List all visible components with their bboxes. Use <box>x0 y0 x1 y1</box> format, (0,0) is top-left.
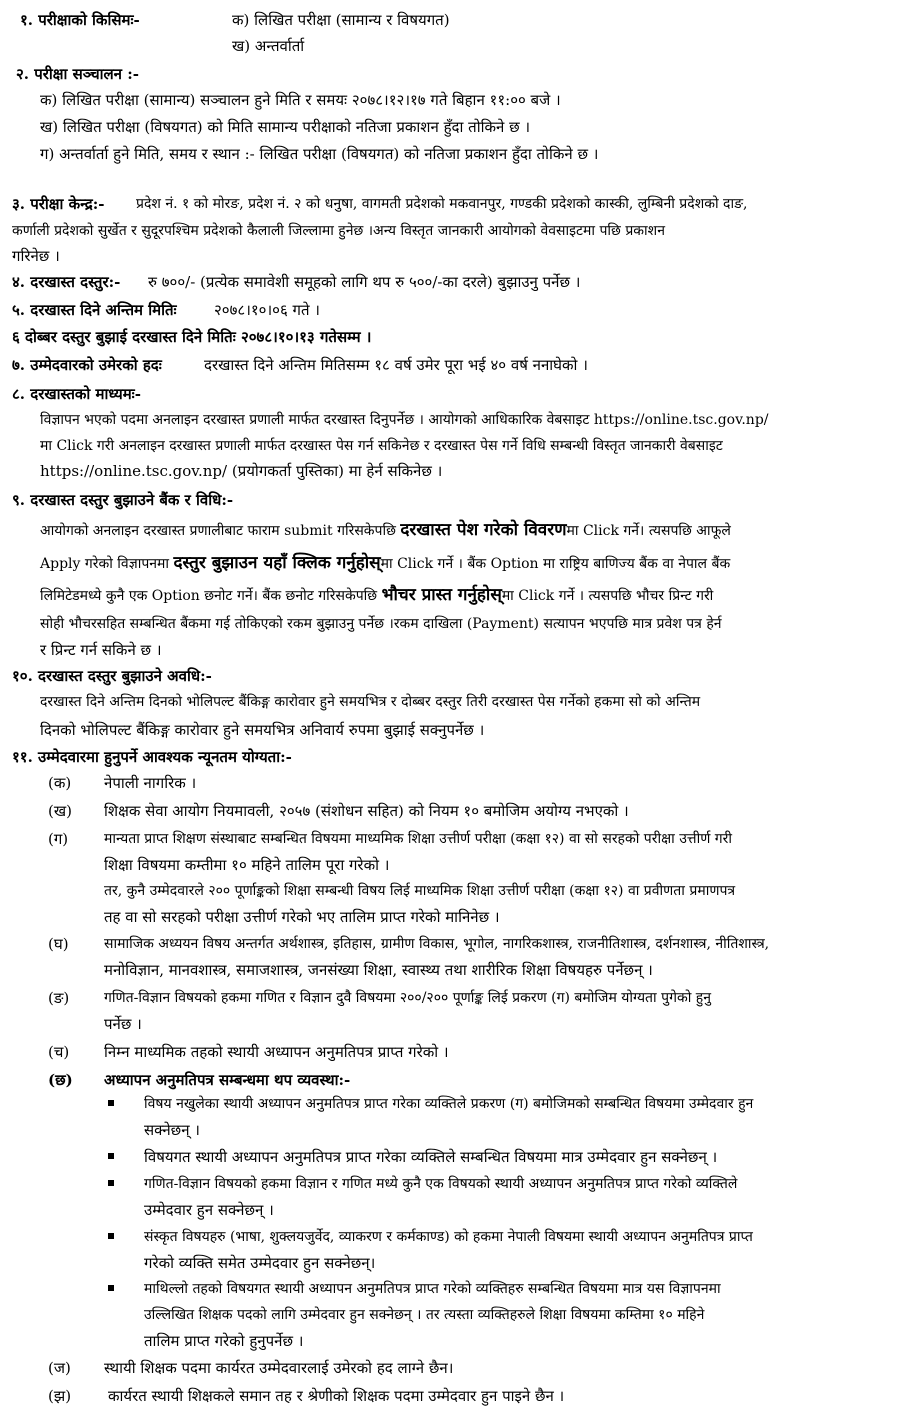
section-5-heading: ५. दरखास्त दिने अन्तिम मितिः <box>12 301 177 319</box>
section-9-line-4: सोही भौचरसहित सम्बन्धित बैंकमा गई तोकिएको रकम बुझाउनु पर्नेछ ।रकम दाखिला (Payment) सत्यापन भएपछि मात्र प्रवेश पत्र हेर्न <box>40 616 722 632</box>
section-8-line-1: विज्ञापन भएको पदमा अनलाइन दरखास्त प्रणाली मार्फत दरखास्त दिनुपर्नेछ । आयोगको आधिकारिक वेबसाइट https://online.tsc.gov.np/ <box>40 412 769 428</box>
section-8-line-3: https://online.tsc.gov.np/ (प्रयोगकर्ता पुस्तिका) मा हेर्न सकिनेछ । <box>40 462 443 480</box>
section-7-heading: ७. उम्मेदवारको उमेरको हदः <box>12 356 162 374</box>
bullet-marker <box>108 1153 114 1159</box>
item-ga-line-2: शिक्षा विषयमा कम्तीमा १० महिने तालिम पूरा गरेको । <box>104 856 390 874</box>
section-9-line-1c: मा Click गर्ने। त्यसपछि आफूले <box>566 523 731 539</box>
bullet-5-line-1: माथिल्लो तहको विषयगत स्थायी अध्यापन अनुमतिपत्र प्राप्त गरेको व्यक्तिहरु सम्बन्धित विषयमा मात्र यस विज्ञापनमा <box>144 1281 721 1297</box>
section-6-text: ६ दोब्बर दस्तुर बुझाई दरखास्त दिने मितिः २०७८।१०।१३ गतेसम्म । <box>12 328 372 346</box>
bullet-1-line-2: सक्नेछन् । <box>144 1121 200 1139</box>
item-ga-line-3: तर, कुनै उम्मेदवारले २०० पूर्णाङ्कको शिक्षा सम्बन्धी विषय लिई माध्यमिक शिक्षा उत्तीर्ण परीक्षा (कक्षा १२) वा प्रवीणता प्रमाणपत्र <box>104 883 736 899</box>
bullet-1-line-1: विषय नखुलेका स्थायी अध्यापन अनुमतिपत्र प्राप्त गरेका व्यक्तिले प्रकरण (ग) बमोजिमको सम्बन्धित विषयमा उम्मेदवार हुन <box>144 1096 754 1112</box>
bullet-4-line-2: गरेको व्यक्ति समेत उम्मेदवार हुन सक्नेछन्। <box>144 1254 376 1272</box>
item-nga-label: (ङ) <box>48 989 70 1007</box>
section-11-heading: ११. उम्मेदवारमा हुनुपर्ने आवश्यक न्यूनतम योग्यता:- <box>12 748 292 766</box>
section-9-line-2a: Apply गरेको विज्ञापनमा <box>40 556 170 572</box>
section-8-line-2: मा Click गरी अनलाइन दरखास्त प्रणाली मार्फत दरखास्त पेस गर्न सकिनेछ र दरखास्त पेस गर्ने विधि सम्बन्धी विस्तृत जानकारी वेबसाइट <box>40 438 723 454</box>
section-1-item-ka: क) लिखित परीक्षा (सामान्य र विषयगत) <box>232 11 450 29</box>
section-9-line-2c: मा Click गर्ने । बैंक Option मा राष्ट्रिय बाणिज्य बैंक वा नेपाल बैंक <box>380 556 731 572</box>
pay-fee-link-text: दस्तुर बुझाउन यहाँ क्लिक गर्नुहोस् <box>173 553 381 573</box>
section-8-heading: ८. दरखास्तको माध्यमः- <box>12 385 141 403</box>
section-3-line-2: कर्णाली प्रदेशको सुर्खेत र सुदूरपश्चिम प्रदेशको कैलाली जिल्लामा हुनेछ ।अन्य विस्तृत जानकारी आयोगको वेवसाइटमा पछि प्रकाशन <box>12 223 665 239</box>
bullet-3-line-1: गणित-विज्ञान विषयको हकमा विज्ञान र गणित मध्ये कुनै एक विषयको स्थायी अध्यापन अनुमतिपत्र प्राप्त गरेको व्यक्तिले <box>144 1176 738 1192</box>
section-9-line-3c: मा Click गर्ने । त्यसपछि भौचर प्रिन्ट गरी <box>501 588 714 604</box>
section-2-item-ka: क) लिखित परीक्षा (सामान्य) सञ्चालन हुने मिति र समयः २०७८।१२।१७ गते बिहान ११:०० बजे । <box>40 91 561 109</box>
bullet-4-line-1: संस्कृत विषयहरु (भाषा, शुक्लयजुर्वेद, व्याकरण र कर्मकाण्ड) को हकमा नेपाली विषयमा स्थायी अध्यापन अनुमतिपत्र प्राप्त <box>144 1229 753 1245</box>
bullet-marker <box>108 1285 114 1291</box>
item-ka-label: (क) <box>48 774 72 792</box>
application-detail-link-text: दरखास्त पेश गरेको विवरण <box>400 520 567 540</box>
bullet-5-line-3: तालिम प्राप्त गरेको हुनुपर्नेछ । <box>144 1332 304 1350</box>
item-nga-line-2: पर्नेछ । <box>104 1015 142 1033</box>
section-9-line-5: र प्रिन्ट गर्न सकिने छ । <box>40 641 162 659</box>
bullet-marker <box>108 1180 114 1186</box>
item-gha-label: (घ) <box>48 935 69 953</box>
item-ga-line-1: मान्यता प्राप्त शिक्षण संस्थाबाट सम्बन्धित विषयमा माध्यमिक शिक्षा उत्तीर्ण परीक्षा (कक्षा १२) वा सो सरहको परीक्षा उत्तीर्ण गरी <box>104 831 732 847</box>
section-5-text: २०७८।१०।०६ गते । <box>214 301 320 319</box>
item-jha-text: कार्यरत स्थायी शिक्षकले समान तह र श्रेणीको शिक्षक पदमा उम्मेदवार हुन पाइने छैन । <box>108 1387 565 1405</box>
section-3-line-3: गरिनेछ । <box>12 247 60 265</box>
section-9-line-1 <box>40 518 731 543</box>
section-9-line-3a: लिमिटेडमध्ये कुनै एक Option छनोट गर्ने। बैंक छनोट गरिसकेपछि <box>40 588 378 604</box>
item-ja-label: (ज) <box>48 1359 71 1377</box>
item-kha-text: शिक्षक सेवा आयोग नियमावली, २०५७ (संशोधन सहित) को नियम १० बमोजिम अयोग्य नभएको । <box>104 802 629 820</box>
section-3-line-1: प्रदेश नं. १ को मोरङ, प्रदेश नं. २ को धनुषा, वागमती प्रदेशको मकवानपुर, गण्डकी प्रदेशको कास्की, लुम्बिनी प्रदेशको दाङ, <box>136 196 748 212</box>
section-10-line-1: दरखास्त दिने अन्तिम दिनको भोलिपल्ट बैंकिङ्ग कारोवार हुने समयभित्र र दोब्बर दस्तुर तिरी दरखास्त पेस गर्नेको हकमा सो को अन्तिम <box>40 694 701 710</box>
section-9-line-1a: आयोगको अनलाइन दरखास्त प्रणालीबाट फाराम submit गरिसकेपछि <box>40 523 396 539</box>
section-2-item-kha: ख) लिखित परीक्षा (विषयगत) को मिति सामान्य परीक्षाको नतिजा प्रकाशन हुँदा तोकिने छ । <box>40 118 531 136</box>
item-gha-line-2: मनोविज्ञान, मानवशास्त्र, समाजशास्त्र, जनसंख्या शिक्षा, स्वास्थ्य तथा शारीरिक शिक्षा विषयहरु पर्नेछन् । <box>104 961 653 979</box>
item-gha-line-1: सामाजिक अध्ययन विषय अन्तर्गत अर्थशास्त्र, इतिहास, ग्रामीण विकास, भूगोल, नागरिकशास्त्र, राजनीतिशास्त्र, दर्शनशास्त्र, नीतिशास्त्र, <box>104 936 770 952</box>
item-ga-line-4: तह वा सो सरहको परीक्षा उत्तीर्ण गरेको भए तालिम प्राप्त गरेको मानिनेछ । <box>104 908 500 926</box>
item-cha-label: (च) <box>48 1043 70 1061</box>
section-2-item-ga: ग) अन्तर्वार्ता हुने मिति, समय र स्थान :- लिखित परीक्षा (विषयगत) को नतिजा प्रकाशन हुँदा तोकिने छ । <box>40 145 599 163</box>
item-kha-label: (ख) <box>48 802 72 820</box>
section-9-line-3 <box>40 583 713 608</box>
item-cha-text: निम्न माध्यमिक तहको स्थायी अध्यापन अनुमतिपत्र प्राप्त गरेको । <box>104 1043 449 1061</box>
bullet-marker <box>108 1100 114 1106</box>
item-nga-line-1: गणित-विज्ञान विषयको हकमा गणित र विज्ञान दुवै विषयमा २००/२०० पूर्णाङ्क लिई प्रकरण (ग) बमोजिम योग्यता पुगेको हुनु <box>104 990 711 1006</box>
item-chha-text: अध्यापन अनुमतिपत्र सम्बन्धमा थप व्यवस्था:- <box>104 1071 351 1089</box>
section-1-heading: १. परीक्षाको किसिमः- <box>20 11 140 29</box>
section-10-heading: १०. दरखास्त दस्तुर बुझाउने अवधि:- <box>12 667 212 685</box>
bullet-3-line-2: उम्मेदवार हुन सक्नेछन् । <box>144 1201 274 1219</box>
item-ja-text: स्थायी शिक्षक पदमा कार्यरत उम्मेदवारलाई उमेरको हद लाग्ने छैन। <box>104 1359 454 1377</box>
section-9-heading: ९. दरखास्त दस्तुर बुझाउने बैंक र विधि:- <box>12 491 234 509</box>
section-9-line-2 <box>40 551 730 576</box>
bullet-5-line-2: उल्लिखित शिक्षक पदको लागि उम्मेदवार हुन सक्नेछन् । तर त्यस्ता व्यक्तिहरुले शिक्षा विषयमा कम्तिमा १० महिने <box>144 1307 705 1323</box>
section-10-line-2: दिनको भोलिपल्ट बैंकिङ्ग कारोवार हुने समयभित्र अनिवार्य रुपमा बुझाई सक्नुपर्नेछ । <box>40 721 485 739</box>
item-jha-label: (झ) <box>48 1387 72 1405</box>
section-3-heading: ३. परीक्षा केन्द्र:- <box>12 195 105 213</box>
bullet-2-text: विषयगत स्थायी अध्यापन अनुमतिपत्र प्राप्त गरेका व्यक्तिले सम्बन्धित विषयमा मात्र उम्मेदवार हुन सक्नेछन् । <box>144 1148 718 1166</box>
item-ga-label: (ग) <box>48 830 69 848</box>
section-4-text: रु ७००/- (प्रत्येक समावेशी समूहको लागि थप रु ५००/-का दरले) बुझाउनु पर्नेछ । <box>148 273 581 291</box>
section-1-item-kha: ख) अन्तर्वार्ता <box>232 37 305 55</box>
section-2-heading: २. परीक्षा सञ्चालन :- <box>16 65 139 83</box>
item-chha-label: (छ) <box>48 1071 73 1089</box>
section-4-heading: ४. दरखास्त दस्तुर:- <box>12 273 121 291</box>
item-ka-text: नेपाली नागरिक । <box>104 774 197 792</box>
bullet-marker <box>108 1233 114 1239</box>
voucher-link-text: भौचर प्रास्त गर्नुहोस् <box>381 585 502 605</box>
section-7-text: दरखास्त दिने अन्तिम मितिसम्म १८ वर्ष उमेर पूरा भई ४० वर्ष ननाघेको । <box>204 356 588 374</box>
